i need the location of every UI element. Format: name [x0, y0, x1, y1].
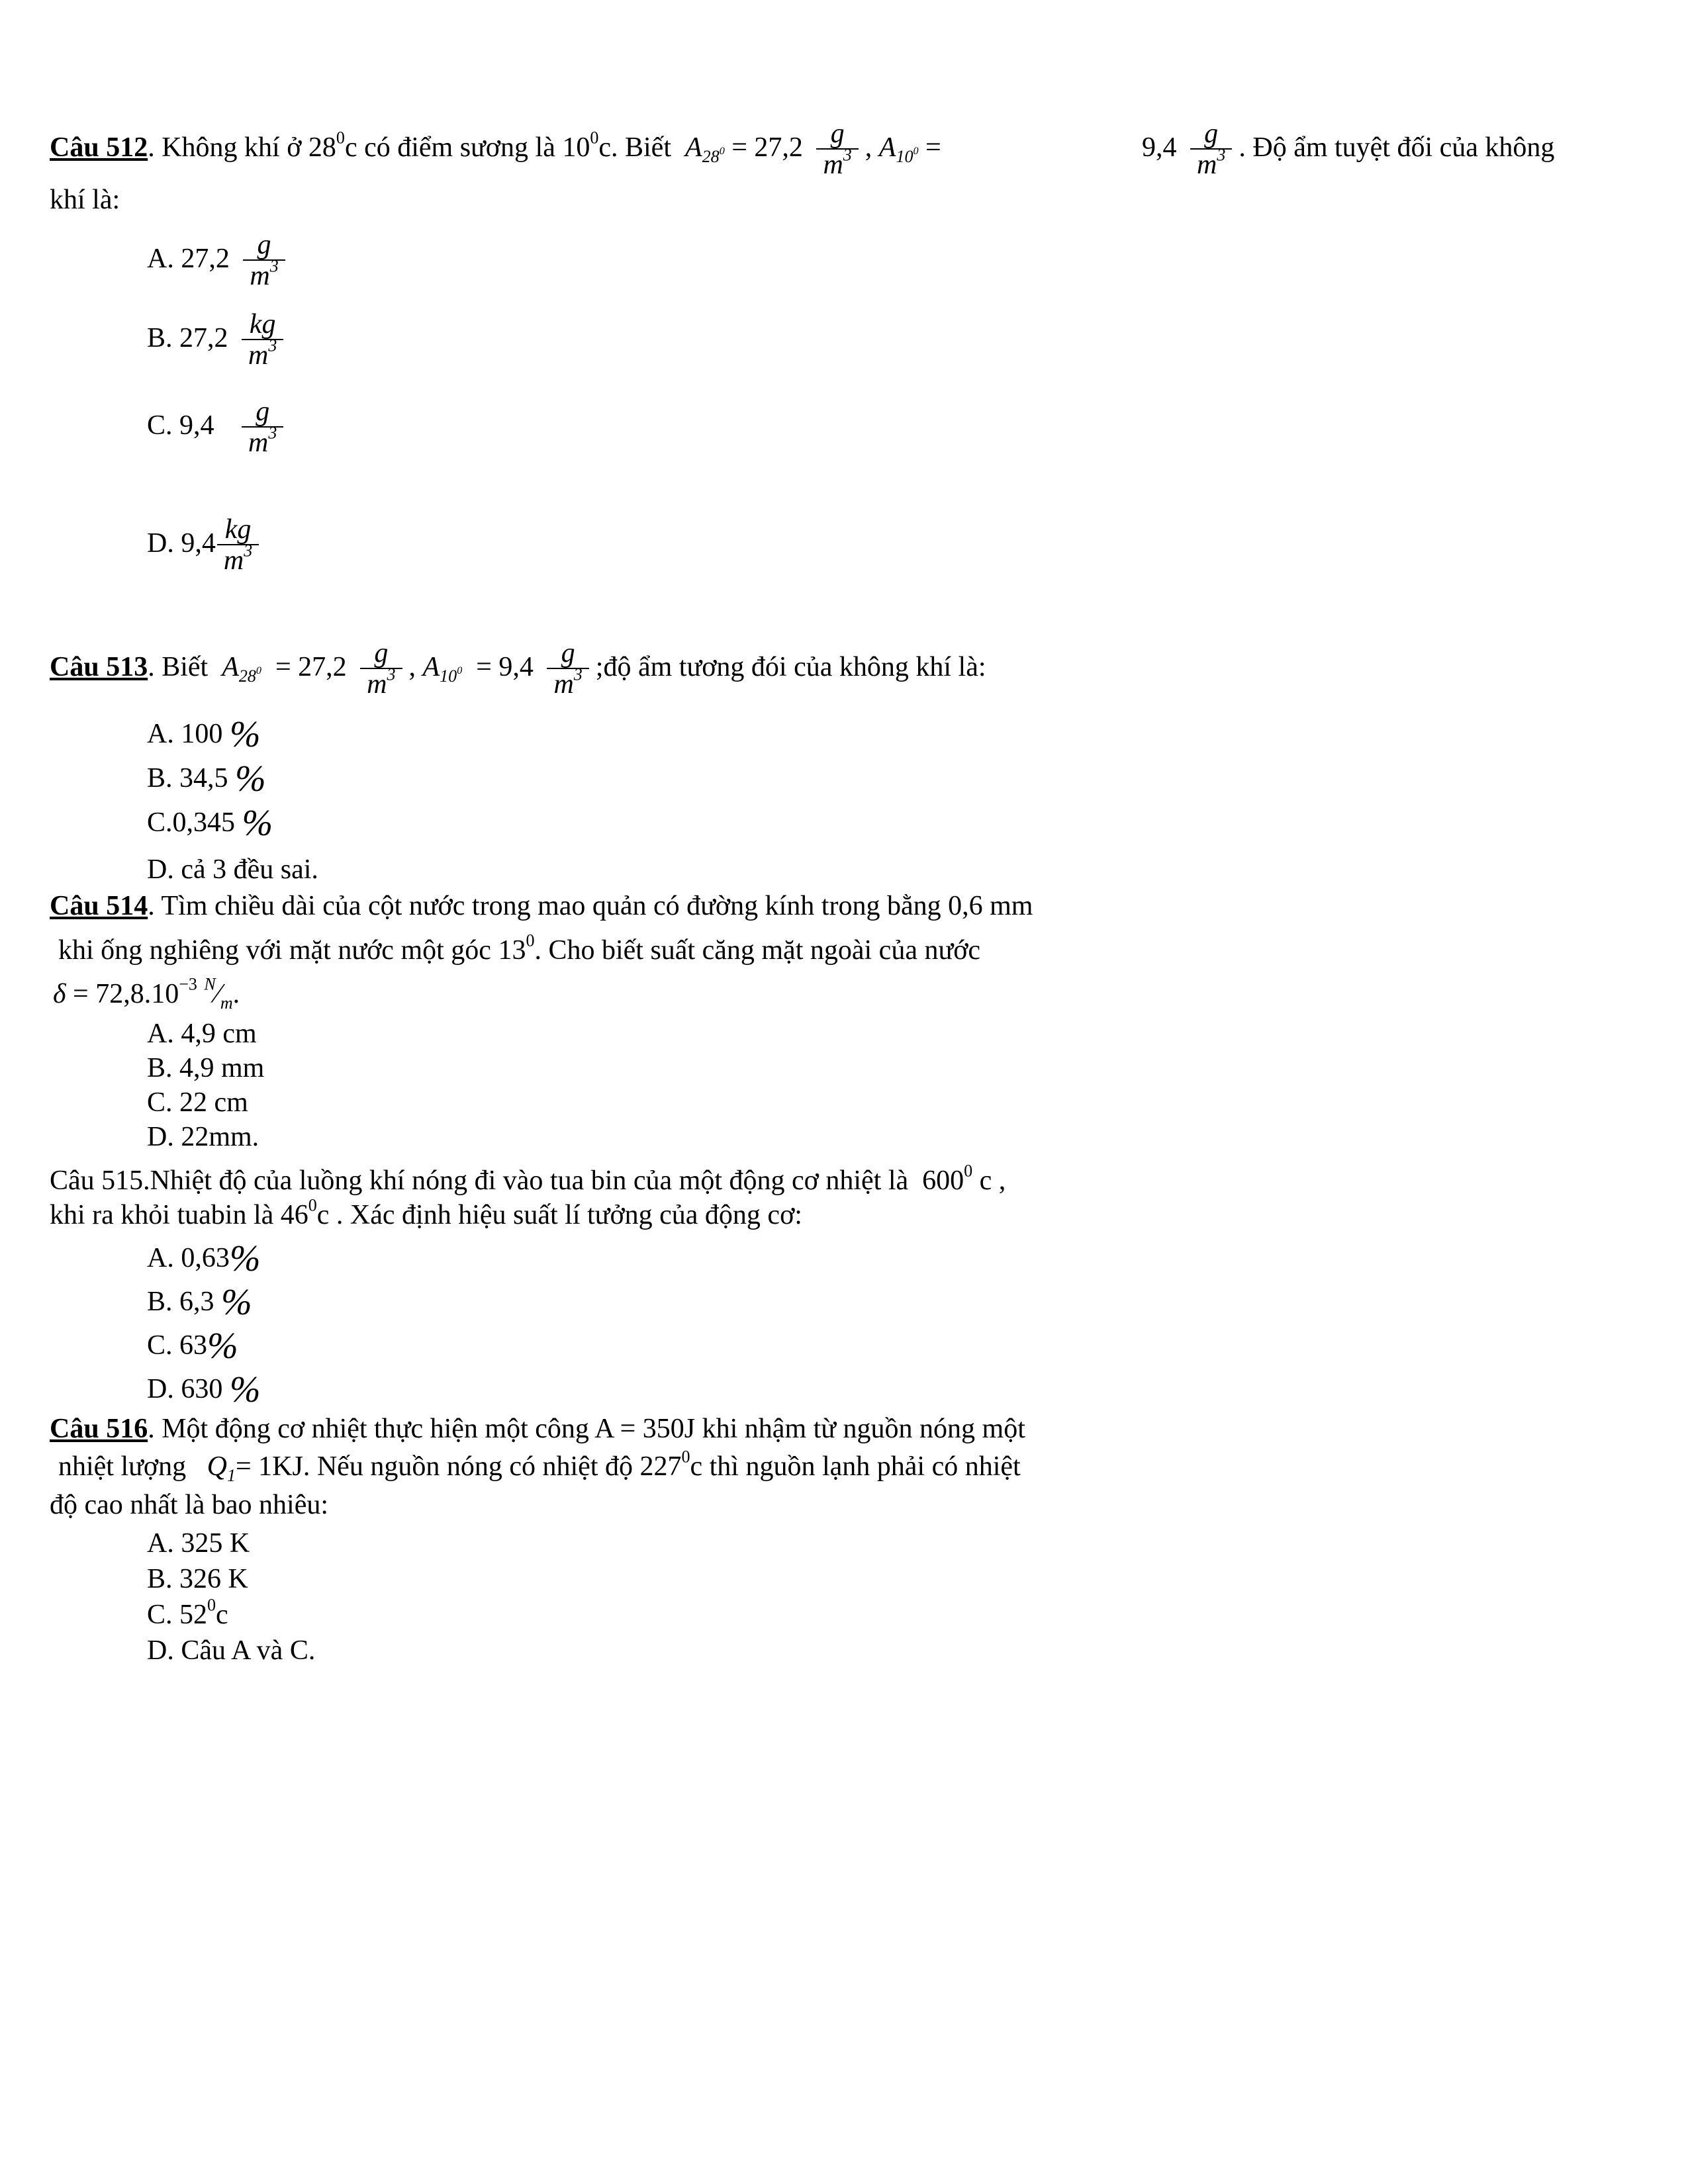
q513-unit-frac1: $\frac{g}{m^3}$: [360, 639, 402, 700]
q516-option-d: D. Câu A và C.: [147, 1635, 316, 1666]
q514-unit: $^N⁄_m$: [204, 974, 233, 1013]
q512-text1: . Không khí ở: [148, 132, 302, 163]
q512-option-c-unit: $\frac{g}{m^3}$: [242, 397, 283, 458]
q513-label: Câu 513: [50, 651, 148, 682]
percent-sign: %: [221, 1282, 250, 1323]
q512-line1: Câu 512. Không khí ở $28^0c$ có điểm sương là $10^0c$. Biết $A_{28^0} = 27,2$ $\frac{g}{m^3}$ , $A_{10^0}$ =: [50, 118, 941, 181]
q514-option-c: C. 22 cm: [147, 1087, 248, 1118]
q513-option-a: A. 100 %: [147, 714, 258, 755]
percent-sign: %: [229, 714, 258, 755]
q513-a28: $A_{28^0}$: [222, 651, 261, 686]
q514-line1: Câu 514. Tìm chiều dài của cột nước trong mao quản có đường kính trong bằng 0,6 mm: [50, 891, 1033, 921]
q512-option-a: A. 27,2 $\frac{g}{m^3}$: [147, 230, 292, 291]
q516-line1: Câu 516. Một động cơ nhiệt thực hiện một công A = 350J khi nhậm từ nguồn nóng một: [50, 1414, 1025, 1444]
q514-option-d: D. 22mm.: [147, 1122, 259, 1152]
q512-eq1: = 27,2: [731, 132, 803, 163]
q512-unit-frac2: $\frac{g}{m^3}$: [1190, 119, 1232, 180]
q512-line2: [50, 184, 120, 216]
q516-option-c: C. $52^0c$: [147, 1595, 228, 1630]
q515-line2: khi ra khỏi tuabin là $46^0c$ . Xác định hiệu suất lí tưởng của động cơ:: [50, 1195, 802, 1230]
q513-option-c: C.0,345 %: [147, 803, 271, 844]
q515-line1: Câu 515.Nhiệt độ của luồng khí nóng đi vào tua bin của một động cơ nhiệt là $600^0$ c ,: [50, 1161, 1006, 1196]
q512-line1-right: [1142, 119, 1554, 180]
q512-val2: 9,4: [1142, 132, 1177, 163]
q512-text2: c có điểm sương là: [344, 132, 555, 163]
q514-line2: khi ống nghiêng với mặt nước một góc $13^0$. Cho biết suất căng mặt ngoài của nước: [58, 931, 981, 966]
q516-temp: $227^0$: [639, 1447, 690, 1482]
q515-temp1: $600^0$: [922, 1161, 973, 1196]
percent-sign: %: [207, 1326, 236, 1367]
q512-unit-frac1: $\frac{g}{m^3}$: [816, 119, 858, 180]
q515-option-c: C. 63%: [147, 1326, 236, 1367]
q512-temp2: $10^0$: [562, 128, 599, 163]
q512-text4: . Độ ẩm tuyệt đối của không: [1239, 132, 1555, 163]
percent-sign: %: [229, 1238, 258, 1279]
q516-option-b: B. 326 K: [147, 1564, 248, 1594]
q513-option-b: B. 34,5 %: [147, 758, 263, 799]
q512-a10: $A_{10^0}$: [878, 132, 919, 166]
percent-sign: %: [229, 1369, 258, 1410]
q512-option-d: D. 9,4 $\frac{kg}{m^3}$: [147, 515, 265, 576]
q512-option-b-unit: $\frac{kg}{m^3}$: [242, 310, 283, 371]
q516-line3: độ cao nhất là bao nhiêu:: [50, 1490, 329, 1520]
q513-unit-frac2: $\frac{g}{m^3}$: [547, 639, 588, 700]
q512-option-c: C. 9,4 $\frac{g}{m^3}$: [147, 397, 290, 458]
q516-line2: nhiệt lượng $Q_1= 1KJ$. Nếu nguồn nóng có nhiệt độ $227^0c$ thì nguồn lạnh phải có nhiệt: [58, 1447, 1021, 1486]
q516-q1: $Q_1$: [207, 1451, 236, 1486]
q515-option-d: D. 630 %: [147, 1369, 258, 1410]
delta-symbol: δ: [53, 979, 66, 1009]
q514-option-a: A. 4,9 cm: [147, 1019, 257, 1049]
q512-eq2: =: [925, 132, 941, 163]
q512-text5: khí là:: [50, 185, 120, 215]
percent-sign: %: [235, 758, 263, 799]
q514-angle: $13^0$: [498, 931, 535, 966]
q513-a10: $A_{10^0}$: [422, 651, 463, 686]
q515-temp2: $46^0$: [280, 1195, 317, 1230]
percent-sign: %: [242, 803, 271, 844]
q514-line3: $\delta = 72,8.10^{-3}$ $^N⁄_m$.: [53, 974, 240, 1013]
q512-label: Câu 512: [50, 132, 148, 163]
q514-label: Câu 514: [50, 891, 148, 921]
q516-label: Câu 516: [50, 1414, 148, 1444]
q513-option-d: D. cả 3 đều sai.: [147, 854, 318, 885]
q516-option-a: A. 325 K: [147, 1528, 250, 1559]
q513-line1: Câu 513. Biết $A_{28^0} = 27,2$ $\frac{g}{m^3}$ , $A_{10^0} = 9,4$ $\frac{g}{m^3}$ ;độ ẩm tương đói của không khí là:: [50, 638, 986, 700]
q512-option-d-unit: $\frac{kg}{m^3}$: [217, 515, 259, 576]
q512-text3: c. Biết: [598, 132, 671, 163]
q512-a28: $A_{28^0}$: [685, 132, 725, 166]
q515-option-b: B. 6,3 %: [147, 1282, 250, 1323]
q512-option-b: B. 27,2 $\frac{kg}{m^3}$: [147, 310, 290, 371]
q515-option-a: A. 0,63%: [147, 1238, 258, 1279]
q512-option-a-unit: $\frac{g}{m^3}$: [243, 230, 285, 291]
q514-option-b: B. 4,9 mm: [147, 1053, 265, 1083]
q512-temp1: $28^0$: [308, 128, 345, 163]
